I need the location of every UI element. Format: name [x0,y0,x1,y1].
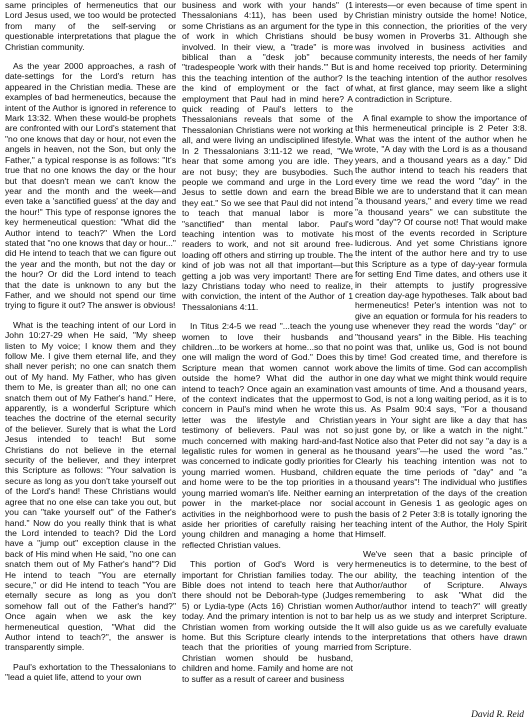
paragraph: same principles of hermeneutics that our Lord Jesus used, we too would be protected from many of the self-serving or questionable interpretations that plague the Christian community. [5,0,176,52]
paragraph: Paul's exhortation to the Thessalonians to "lead a quiet life, attend to your own [5,661,176,683]
paragraph: interests—or even because of time spent in Christian ministry outside the home! Notice, in this connection, the priorities of the very busy women in Proverbs 31. Although she was involved in business activities and community interests, the needs of her family and home received top priority. Determining the teaching intention of the author resolves what, at first glance, may seem like a slight contradiction in Scripture. [355,0,527,104]
paragraph: We've seen that a basic principle of hermeneutics is to determine, to the best of our ability, the teaching intention of the Author/author of Scripture. Always remembering to ask "What did the Author/author intend to teach?" will greatly help us as we study and interpret Scripture. It will also guide us as we carefully evaluate the interpretations that others have drawn from Scripture. [355,548,527,653]
column-1 [5,0,176,725]
paragraph: What is the teaching intent of our Lord in John 10:27-29 when He said, "My sheep listen to My voice; I know them and they follow Me. I give them eternal life, and they shall never perish; no one can snatch them out of My hand. My Father, who has given them to Me, is greater than all; no one can snatch them out of My Father's hand." Here, apparently, is a wonderful Scripture which teaches the doctrine of the eternal security of the believer. Surely that is what the Lord Jesus intended to teach! But some Christians do not believe in the eternal security of the believer, and they interpret this Scripture as follows: "Your salvation is secure as long as you don't take yourself out of the Lord's hand! These Christians would agree that no one else can take you out, but you can "take yourself out" of the Father's hand." Now do you really think that is what the Lord intended to teach? Did the Lord have a "jump out" exception clause in the back of His mind when He said, "no one can snatch them out of My Father's hand"? Did He intend to teach "You are eternally secure," or did He intend to teach "You are eternally secure as long as you don't somehow fall out of the Father's hand?" Once again when we ask the key hermeneutical question, "What did the Author intend to teach?", the answer is transparently simple. [5,319,176,653]
paragraph: A final example to show the importance of this hermeneutical principle is 2 Peter 3:8. What was the intent of the author when he wrote, "A day with the Lord is as a thousand years, and a thousand years as a day." Did the author intend to teach his readers that every time we read the word "day" in the Bible we are to understand that it can mean "a thousand years," and every time we read "a thousand years" we can substitute the word "day"? Of course not! That would make most of the events recorded in Scripture ludicrous. And yet some Christians ignore the intent of the author here and try to use this Scripture as a type of day-year formula for setting End Time dates, and others use it in their attempts to justify progressive creation day-age hypotheses. Talk about bad hermeneutics! Peter's intention was not to give an equation or formula for his readers to use whenever they read the words "day" or "thousand years" in the Bible. His teaching point was that, unlike us, God is not bound by time! God created time, and therefore is above the limits of time. God can accomplish in one day what we might think would require vast amounts of time. And a thousand years, to God, is not a long waiting period, as it is to us. As Psalm 90:4 says, "For a thousand years in Your sight are like a day that has just gone by, or like a watch in the night." Notice also that Peter did not say "a day is a thousand years"—he used the word "as." Clearly his teaching intention was not to equate the time periods of "day" and "a thousand years"! The individual who justifies an interpretation of the days of the creation account in Genesis 1 as geologic ages on the basis of 2 Peter 3:8 is totally ignoring the teaching intent of the Author, the Holy Spirit Himself. [355,113,527,540]
column-3 [355,0,527,725]
paragraph: As the year 2000 approaches, a rash of date-settings for the Lord's return has appeared in the Christian media. These are examples of bad hermeneutics, because the intent of the Author is ignored in reference to Mark 13:32. When these would-be prophets are confronted with our Lord's statement that "no one knows that day or hour, not even the angels in heaven, not the Son, but only the Father," a typical response is as follows: "It's true that no one knows the day or the hour but that doesn't mean we can't know the year and the month and the week—and even take a 'sanctified guess' at the day and the hour!" This type of response ignores the key hermeneutical question: "What did the Author intend to teach?" When the Lord stated that "no one knows that day or hour..." did He intend to teach that we can figure out the year and the month, but not the day or the hour? Or did the Lord intend to teach that the date is unknown to any but the Father, and we should not spend our time trying to figure it out? The answer is obvious! [5,61,176,311]
paragraph: In Titus 2:4-5 we read "...teach the young women to love their husbands and children...to be workers at home...so that no one will malign the word of God." Does this Scripture mean that women cannot work outside the home? What did the author intend to teach? Once again an examination of the context indicates that the uppermost concern in Paul's mind when he wrote this letter was the lifestyle and Christian testimony of believers. Paul was not so much concerned with making hard-and-fast legalistic rules for women in general as he was concerned to indicate godly priorities for young married women. Husband, children and home were to be the top priorities in a young married woman's life. Neither earning power in the market-place nor social activities in the neighborhood were to push aside her priorities of carefully raising her young children and managing a home that reflected Christian values. [182,321,353,550]
author-signature: David R. Reid [471,710,524,720]
paragraph: This portion of God's Word is very important for Christian families today. The Bible does not intend to teach here that there should not be Deborah-type (Judges 5) or Lydia-type (Acts 16) Christian women today. And the primary intention is not to bar Christian women from working outside the home. But this Scripture clearly intends to teach that the priorities of young married Christian women should be husband, children and home. Family and home are not to suffer as a result of career and business [182,559,353,684]
column-2 [182,0,353,725]
paragraph: business and work with your hands" (1 Thessalonians 4:11), has been used by some Christians as an argument for the type of work in which Christians should be involved. In their view, a "trade" is more biblical than a "desk job" because "tradespeople 'work with their hands.'" But is this the teaching intention of the author? Is the kind of employment or the fact of employment that Paul had in mind here? A quick reading of Paul's letters to the Thessalonians reveals that some of the Thessalonian Christians were not working at all, and were living an undisciplined lifestyle. In 2 Thessalonians 3:11-12 we read, "We hear that some among you are idle. They are not busy; they are busybodies. Such people we command and urge in the Lord Jesus to settle down and earn the bread they eat." So we see that Paul did not intend to teach that manual labor is more "sanctified" than mental labor. Paul's teaching intention was to motivate his readers to work, and not sit around free-loading off others and stirring up trouble. The kind of job was not all that important—but getting a job was very important! There are lazy Christians today who need to realize, with conviction, the intent of the Author of 1 Thessalonians 4:11. [182,0,353,312]
